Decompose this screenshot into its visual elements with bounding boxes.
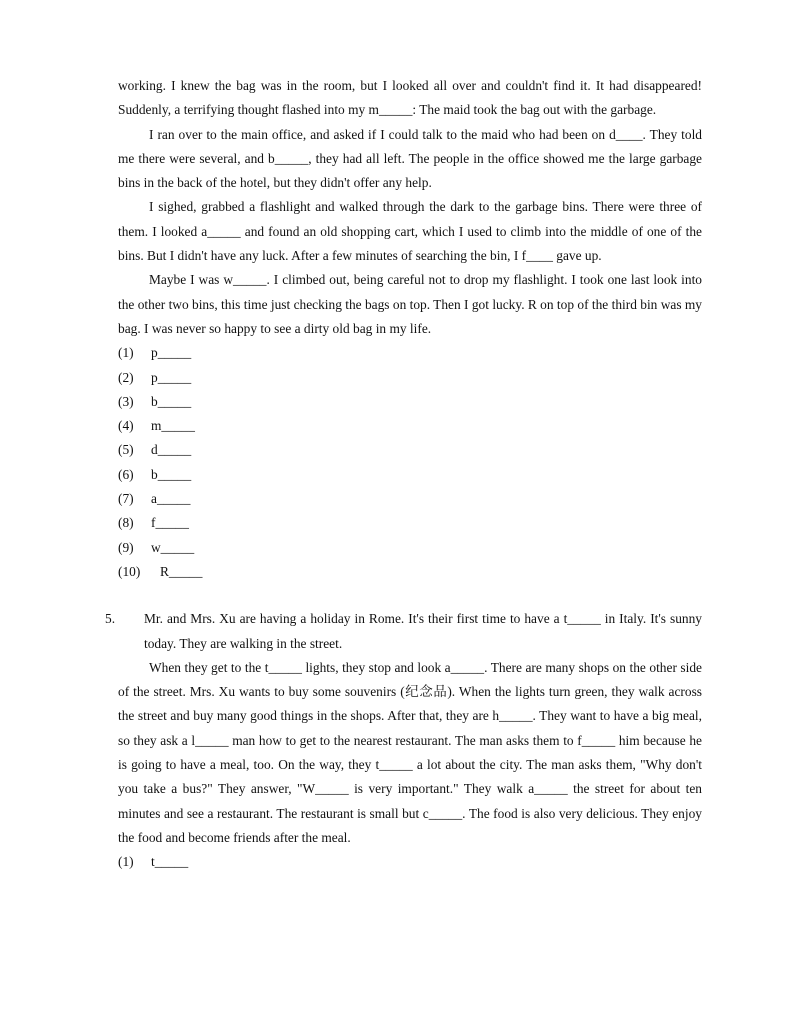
answer-number: (3) — [118, 393, 134, 409]
answer-number: (9) — [118, 539, 134, 555]
document-page — [105, 74, 702, 875]
answer-blank[interactable]: t_____ — [151, 854, 189, 870]
answer-blank[interactable]: a_____ — [151, 491, 191, 507]
question-header — [105, 607, 702, 656]
question-intro: Mr. and Mrs. Xu are having a holiday in Rome. It's their first time to have a t_____ in Italy. It's sunny today. They are walking in the street. — [144, 611, 702, 651]
answer-list — [118, 341, 702, 584]
passage-paragraph: Maybe I was w_____. I climbed out, being careful not to drop my flashlight. I took one last look into the other two bins, this time just checking the bags on top. Then I got lucky. R on top of the third bin was my bag. I was never so happy to see a dirty old bag in my life. — [118, 272, 702, 336]
answer-item — [118, 850, 702, 874]
answer-number: (8) — [118, 515, 134, 531]
answer-number: (6) — [118, 466, 134, 482]
answer-number: (1) — [118, 854, 134, 870]
question-number: 5. — [105, 611, 116, 627]
passage-paragraph: working. I knew the bag was in the room, but I looked all over and couldn't find it. It had disappeared! Suddenly, a terrifying thought flashed into my m_____: The maid took the bag out with the garbage. — [118, 78, 702, 118]
section-gap — [118, 584, 702, 607]
answer-item — [118, 536, 702, 560]
answer-number: (5) — [118, 442, 134, 458]
answer-blank[interactable]: p_____ — [151, 369, 192, 385]
answer-blank[interactable]: f_____ — [151, 515, 189, 531]
answer-item — [118, 560, 702, 584]
passage-paragraph: When they get to the t_____ lights, they stop and look a_____. There are many shops on the other side of the street. Mrs. Xu wants to buy some souvenirs (纪念品). When the lights turn green, they walk across the street and buy many good things in the shops. After that, they are h_____. They want to have a big meal, so they ask a l_____ man how to get to the nearest restaurant. The man asks them to f_____ him because he is going to have a meal, too. On the way, they t_____ a lot about the city. The man asks them, "Why don't you take a bus?" They answer, "W_____ is very important." They walk a_____ the street for about ten minutes and see a restaurant. The restaurant is small but c_____. The food is also very delicious. They enjoy the food and become friends after the meal. — [118, 659, 702, 845]
answer-number: (4) — [118, 418, 134, 434]
answer-blank[interactable]: p_____ — [151, 345, 192, 361]
answer-item — [118, 390, 702, 414]
answer-item — [118, 366, 702, 390]
answer-number: (10) — [118, 563, 141, 579]
answer-item — [118, 414, 702, 438]
answer-blank[interactable]: R_____ — [160, 563, 203, 579]
passage-paragraph: I sighed, grabbed a flashlight and walked through the dark to the garbage bins. There were three of them. I looked a_____ and found an old shopping cart, which I used to climb into the middle of one of the bins. But I didn't have any luck. After a few minutes of searching the bin, I f____ gave up. — [118, 199, 702, 264]
answer-blank[interactable]: w_____ — [151, 539, 195, 555]
answer-number: (1) — [118, 345, 134, 361]
answer-number: (2) — [118, 369, 134, 385]
answer-blank[interactable]: b_____ — [151, 466, 192, 482]
answer-blank[interactable]: m_____ — [151, 418, 195, 434]
answer-blank[interactable]: b_____ — [151, 393, 192, 409]
answer-item — [118, 487, 702, 511]
passage-paragraph: I ran over to the main office, and asked if I could talk to the maid who had been on d____. They told me there were several, and b_____, they had all left. The people in the office showed me the large garbage bins in the back of the hotel, but they didn't offer any help. — [118, 126, 702, 191]
answer-item — [118, 438, 702, 462]
answer-item — [118, 341, 702, 365]
answer-list — [118, 850, 702, 874]
answer-item — [118, 511, 702, 535]
question-5 — [105, 607, 702, 656]
answer-item — [118, 463, 702, 487]
answer-blank[interactable]: d_____ — [151, 442, 192, 458]
answer-number: (7) — [118, 491, 134, 507]
